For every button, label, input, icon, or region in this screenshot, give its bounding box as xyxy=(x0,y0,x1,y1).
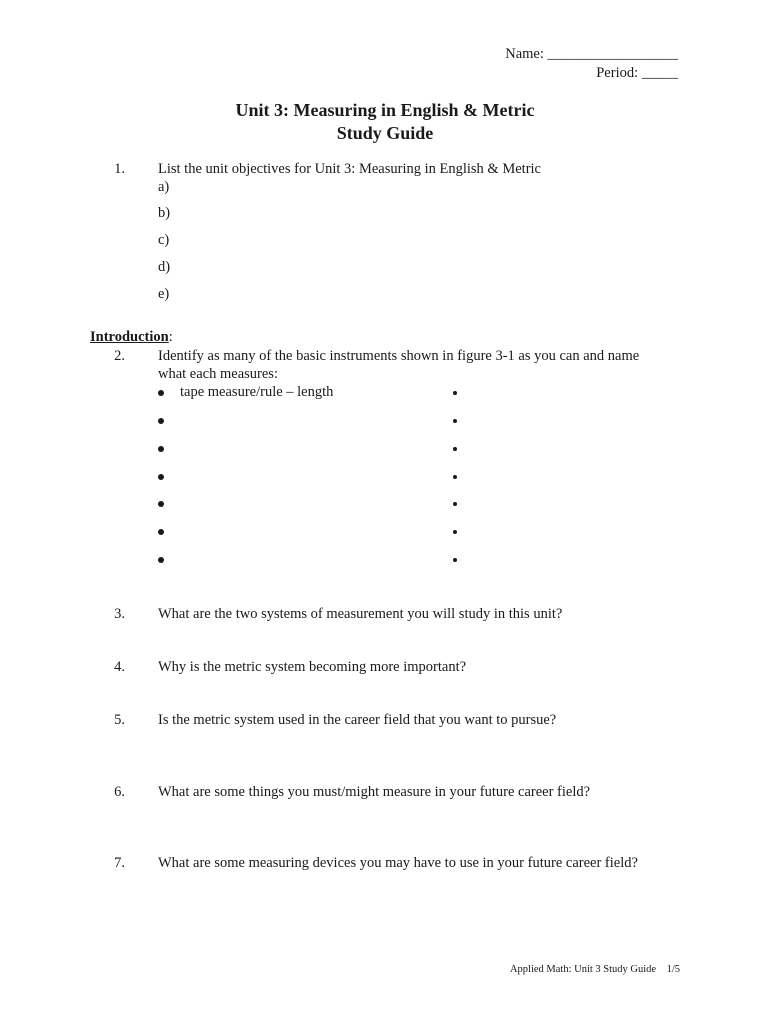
objective-item-a: a) xyxy=(158,179,170,195)
objective-item-d: d) xyxy=(158,259,171,275)
bullet-icon xyxy=(453,475,457,479)
question-3-number: 3. xyxy=(114,606,125,622)
bullet-icon xyxy=(158,418,164,424)
question-3-text: What are the two systems of measurement you will study in this unit? xyxy=(158,606,563,622)
bullet-icon xyxy=(453,419,457,423)
name-field-label: Name: __________________ xyxy=(505,46,678,62)
objective-item-b: b) xyxy=(158,205,171,221)
bullet-icon xyxy=(453,530,457,534)
question-2-line-1: Identify as many of the basic instruments shown in figure 3-1 as you can and name xyxy=(158,348,640,364)
objective-item-c: c) xyxy=(158,232,170,248)
bullet-icon xyxy=(158,390,164,396)
page-footer xyxy=(510,964,680,975)
question-2-line-2: what each measures: xyxy=(158,366,278,382)
bullet-icon xyxy=(453,391,457,395)
question-1-number: 1. xyxy=(114,161,125,177)
period-field-label: Period: _____ xyxy=(596,65,678,81)
section-heading-colon: : xyxy=(168,329,173,345)
question-7-text: What are some measuring devices you may have to use in your future career field? xyxy=(158,855,638,871)
bullet-icon xyxy=(158,446,164,452)
question-6-number: 6. xyxy=(114,784,125,800)
footer-text: Applied Math: Unit 3 Study Guide xyxy=(509,964,657,975)
bullet-icon xyxy=(453,558,457,562)
bullet-icon xyxy=(453,447,457,451)
bullet-icon xyxy=(158,501,164,507)
question-2-number: 2. xyxy=(114,348,125,364)
bullet-item-1: tape measure/rule – length xyxy=(180,384,334,400)
document-title: Unit 3: Measuring in English & Metric xyxy=(235,100,535,120)
question-5-number: 5. xyxy=(114,712,125,728)
question-5-text: Is the metric system used in the career field that you want to pursue? xyxy=(158,712,557,728)
question-1-text: List the unit objectives for Unit 3: Measuring in English & Metric xyxy=(158,161,541,177)
question-6-text: What are some things you must/might measure in your future career field? xyxy=(158,784,591,800)
section-heading: Introduction xyxy=(90,329,169,345)
document-subtitle: Study Guide xyxy=(336,123,434,143)
page-number: 1/5 xyxy=(666,964,680,975)
question-4-number: 4. xyxy=(114,659,125,675)
bullet-icon xyxy=(158,474,164,480)
bullet-icon xyxy=(158,557,164,563)
question-7-number: 7. xyxy=(114,855,125,871)
section-introduction xyxy=(90,329,173,346)
bullet-icon xyxy=(158,529,164,535)
objective-item-e: e) xyxy=(158,286,170,302)
question-4-text: Why is the metric system becoming more important? xyxy=(158,659,467,675)
bullet-icon xyxy=(453,502,457,506)
